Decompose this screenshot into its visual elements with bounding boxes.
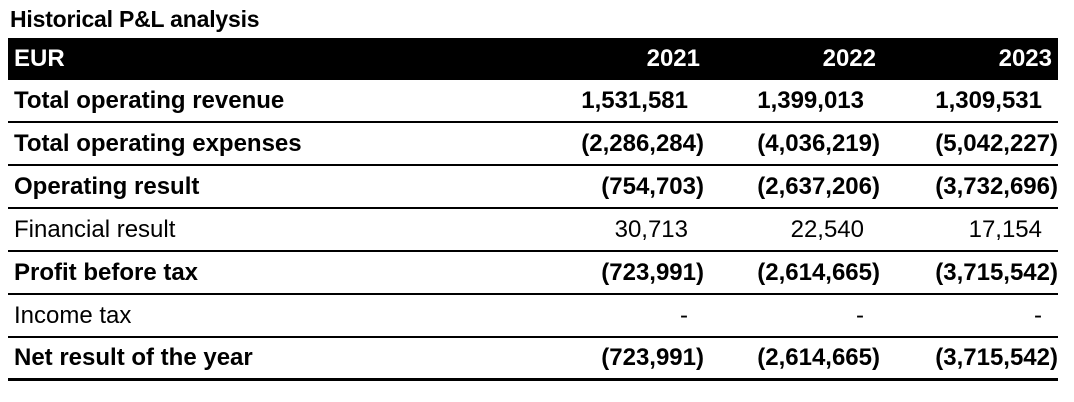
header-year-2023: 2023 [998,45,1052,72]
cell-2023: (5,042,227) [935,129,1058,157]
cell-2021: 1,531,581 [581,86,688,114]
cell-2023: - [1034,301,1042,329]
cell-2022: (2,614,665) [757,344,880,371]
row-profit-before-tax [8,252,1058,295]
row-operating-result [8,166,1058,209]
pl-table [8,38,1058,381]
cell-2022: - [856,301,864,329]
row-label: Total operating revenue [14,86,285,114]
row-label: Operating result [14,172,200,200]
header-currency-label: EUR [14,45,65,72]
cell-2023: 1,309,531 [935,86,1042,114]
cell-2022: 1,399,013 [757,86,864,114]
cell-2023: (3,732,696) [935,172,1058,200]
cell-2021: (754,703) [601,172,704,200]
row-total-operating-expenses [8,123,1058,166]
row-net-result-of-the-year [8,338,1058,381]
cell-2021: (723,991) [601,344,704,371]
cell-2022: (2,614,665) [757,258,880,286]
cell-2021: (723,991) [601,258,704,286]
header-year-2022: 2022 [822,45,876,72]
cell-2023: (3,715,542) [935,258,1058,286]
cell-2022: (4,036,219) [757,129,880,157]
row-label: Income tax [14,301,132,329]
row-label: Financial result [14,215,176,243]
cell-2021: 30,713 [614,215,688,243]
row-income-tax [8,295,1058,338]
cell-2021: (2,286,284) [581,129,704,157]
row-label: Profit before tax [14,258,199,286]
table-header-row [8,38,1058,80]
cell-2023: (3,715,542) [935,344,1058,371]
row-total-operating-revenue [8,80,1058,123]
row-label: Net result of the year [14,344,253,371]
row-label: Total operating expenses [14,129,302,157]
table-title: Historical P&L analysis [10,6,260,32]
cell-2021: - [680,301,688,329]
row-financial-result [8,209,1058,252]
cell-2023: 17,154 [968,215,1042,243]
header-year-2021: 2021 [646,45,700,72]
cell-2022: (2,637,206) [757,172,880,200]
cell-2022: 22,540 [790,215,864,243]
